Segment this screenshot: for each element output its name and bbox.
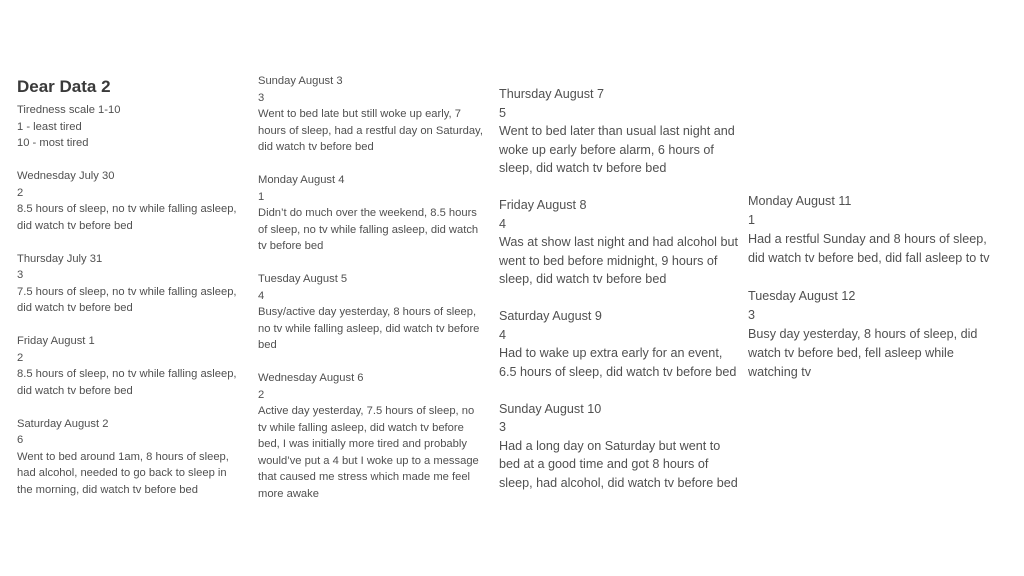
entry-date: Monday August 11 xyxy=(748,194,852,208)
entry-date: Saturday August 2 xyxy=(17,417,109,430)
entry-date: Wednesday July 30 xyxy=(17,170,115,182)
entry-date: Wednesday August 6 xyxy=(258,372,364,384)
entry-score: 4 xyxy=(258,289,265,302)
entry-date: Friday August 1 xyxy=(17,335,95,347)
entry xyxy=(499,307,739,381)
entry-date: Tuesday August 12 xyxy=(748,289,856,303)
entry-score: 3 xyxy=(499,420,507,434)
page-title: Dear Data 2 xyxy=(17,77,111,96)
entry xyxy=(748,192,998,268)
entry-score: 2 xyxy=(17,351,24,364)
entry xyxy=(499,400,739,493)
entry-note: Had a long day on Saturday but went to bed at a good time and got 8 hours of sleep, had alcohol, did watch tv before bed xyxy=(499,438,738,490)
entry-note: Had to wake up extra early for an event, 6.5 hours of sleep, did watch tv before bed xyxy=(499,346,737,379)
entry-score: 4 xyxy=(499,216,507,231)
entry-note: Didn’t do much over the weekend, 8.5 hours of sleep, no tv while falling asleep, did watch tv before bed xyxy=(258,207,479,252)
entry-score: 6 xyxy=(17,434,24,446)
entry-note: Had a restful Sunday and 8 hours of sleep, did watch tv before bed, did fall asleep to tv xyxy=(748,232,990,265)
entry-note: Went to bed later than usual last night and woke up early before alarm, 6 hours of sleep, did watch tv before bed xyxy=(499,124,735,175)
entry-note: Active day yesterday, 7.5 hours of sleep, no tv while falling asleep, did watch tv before bed, I was initially more tired and probably would’ve put a 4 but I woke up to a message that caused me stress which made me feel more awake xyxy=(258,405,479,500)
scale-legend-line: 1 - least tired xyxy=(17,120,82,133)
scale-legend-line: Tiredness scale 1-10 xyxy=(17,104,121,116)
entry-note: 8.5 hours of sleep, no tv while falling asleep, did watch tv before bed xyxy=(17,368,237,397)
entry-date: Sunday August 10 xyxy=(499,401,602,416)
entry xyxy=(258,370,483,502)
entry-note: 7.5 hours of sleep, no tv while falling asleep, did watch tv before bed xyxy=(17,285,237,314)
entry-note: 8.5 hours of sleep, no tv while falling asleep, did watch tv before bed xyxy=(17,203,237,232)
entry-note: Was at show last night and had alcohol but went to bed before midnight, 9 hours of sleep, did watch tv before bed xyxy=(499,235,738,286)
column-1 xyxy=(17,76,242,515)
entry xyxy=(258,172,483,255)
entry-note: Went to bed around 1am, 8 hours of sleep, had alcohol, needed to go back to sleep in the morning, did watch tv before bed xyxy=(17,450,229,496)
entry-date: Friday August 8 xyxy=(499,198,587,212)
entry-score: 2 xyxy=(258,388,265,401)
entry-note: Went to bed late but still woke up early, 7 hours of sleep, had a restful day on Saturday, did watch tv before bed xyxy=(258,108,483,153)
entry-date: Saturday August 9 xyxy=(499,309,602,323)
entry xyxy=(17,168,242,234)
entry xyxy=(258,271,483,354)
column-3 xyxy=(499,85,739,511)
entry xyxy=(17,333,242,399)
entry-date: Tuesday August 5 xyxy=(258,273,348,285)
entry xyxy=(17,416,242,499)
column-2 xyxy=(258,73,483,519)
entry-score: 3 xyxy=(17,269,24,281)
entry xyxy=(17,251,242,317)
entry-score: 1 xyxy=(748,213,756,227)
column-4 xyxy=(748,192,998,401)
entry-date: Thursday August 7 xyxy=(499,87,605,101)
scale-legend xyxy=(17,102,242,152)
entry-date: Sunday August 3 xyxy=(258,75,343,87)
entry-score: 2 xyxy=(17,186,24,199)
entry-score: 1 xyxy=(258,190,265,203)
entry-score: 3 xyxy=(258,91,265,104)
entry-score: 5 xyxy=(499,105,507,120)
entry-date: Monday August 4 xyxy=(258,174,345,186)
entry-note: Busy/active day yesterday, 8 hours of sleep, no tv while falling asleep, did watch tv before bed xyxy=(258,306,480,351)
entry-score: 4 xyxy=(499,327,507,342)
scale-legend-line: 10 - most tired xyxy=(17,137,89,149)
entry xyxy=(499,196,739,289)
entry-note: Busy day yesterday, 8 hours of sleep, did watch tv before bed, fell asleep while watching tv xyxy=(748,327,978,379)
entry-date: Thursday July 31 xyxy=(17,252,103,265)
entry-score: 3 xyxy=(748,308,756,322)
entry xyxy=(748,287,998,382)
entry xyxy=(499,85,739,178)
entry xyxy=(258,73,483,156)
